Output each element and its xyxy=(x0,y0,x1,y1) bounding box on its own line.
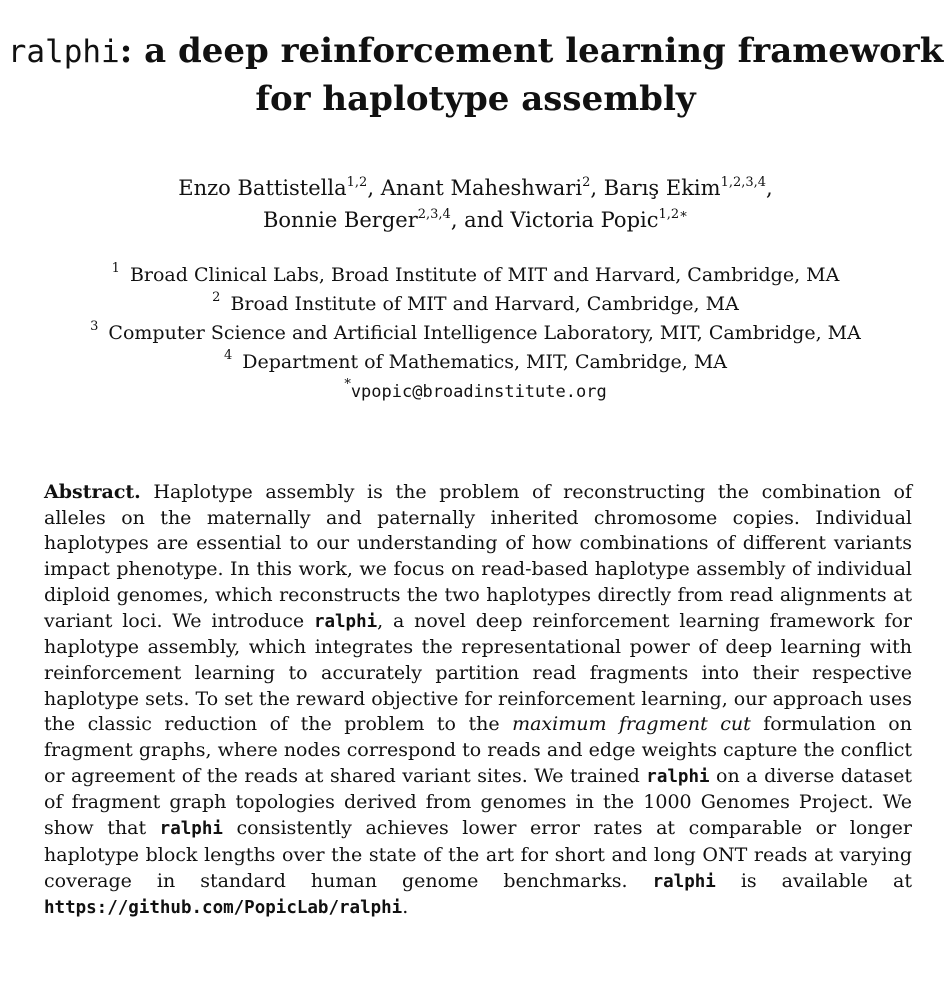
author: Bonnie Berger$^{2,3,4}$ xyxy=(262,207,451,232)
affiliation: $^4$ Department of Mathematics, MIT, Cambridge, MA xyxy=(223,348,728,373)
author: Victoria Popic$^{1,2∗}$ xyxy=(510,207,689,232)
code-name: ralphi xyxy=(159,819,223,840)
title-code-name: ralphi xyxy=(7,34,120,70)
author: Anant Maheshwari$^2$ xyxy=(380,175,591,200)
code-name: ralphi xyxy=(313,611,378,632)
abstract-label: Abstract. xyxy=(44,481,141,503)
code-name: ralphi xyxy=(646,766,710,787)
emphasis-term: maximum fragment cut xyxy=(512,713,751,736)
paper-title xyxy=(0,28,951,123)
author: Barış Ekim$^{1,2,3,4}$ xyxy=(603,175,767,200)
email-address: vpopic@broadinstitute.org xyxy=(350,382,607,402)
github-url[interactable]: https://github.com/PopicLab/ralphi xyxy=(44,898,403,919)
corresponding-email: *vpopic@broadinstitute.org xyxy=(344,377,607,402)
affiliation: $^2$ Broad Institute of MIT and Harvard, Cambridge, MA xyxy=(212,290,739,315)
affiliation-list xyxy=(0,261,951,407)
affiliation: $^1$ Broad Clinical Labs, Broad Institute of MIT and Harvard, Cambridge, MA xyxy=(111,261,840,286)
title-text: : a deep reinforcement learning framework for haplotype assembly xyxy=(119,31,944,119)
code-name: ralphi xyxy=(652,871,716,892)
affiliation: $^3$ Computer Science and Artificial Intelligence Laboratory, MIT, Cambridge, MA xyxy=(90,319,861,344)
author-list: Enzo Battistella$^{1,2}$, Anant Maheshwari$^2$, Barış Ekim$^{1,2,3,4}$, Bonnie Berger$^{2,3,4}$, and Victoria Popic$^{1,2∗}$ xyxy=(178,175,773,232)
abstract: Abstract. Haplotype assembly is the problem of reconstructing the combination of alleles on the maternally and paternally inherited chromosome copies. Individual haplotypes are essential to our understanding of how combinations of different variants impact phenotype. In this work, we focus on read-based haplotype assembly of individual diploid genomes, which reconstructs the two haplotypes directly from read alignments at variant loci. We introduce ralphi, a novel deep reinforcement learning framework for haplotype assembly, which integrates the representational power of deep learning with reinforcement learning to accurately partition read fragments into their respective haplotype sets. To set the reward objective for reinforcement learning, our approach uses the classic reduction of the problem to the maximum fragment cut formulation on fragment graphs, where nodes correspond to reads and edge weights capture the conflict or agreement of the reads at shared variant sites. We trained ralphi on a diverse dataset of fragment graph topologies derived from genomes in the 1000 Genomes Project. We show that ralphi consistently achieves lower error rates at comparable or longer haplotype block lengths over the state of the art for short and long ONT reads at varying coverage in standard human genome benchmarks. ralphi is available at https://github.com/PopicLab/ralphi. xyxy=(44,481,913,919)
author: Enzo Battistella$^{1,2}$ xyxy=(178,175,368,200)
